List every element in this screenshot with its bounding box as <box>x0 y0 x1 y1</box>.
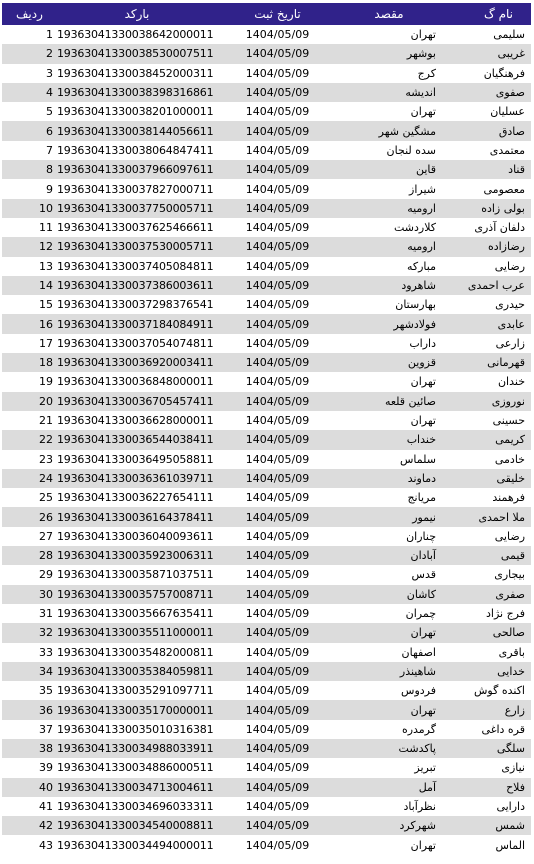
row-index-cell: 4 <box>46 86 53 100</box>
barcode-cell: 19363041330036227654111 <box>57 491 214 505</box>
row-index-cell: 43 <box>39 838 53 852</box>
name-cell: زارع <box>504 703 525 717</box>
table-row[interactable] <box>2 160 531 179</box>
date-cell: 1404/05/09 <box>245 433 310 447</box>
table-row[interactable] <box>2 121 531 140</box>
destination-cell: گرمدره <box>401 722 436 736</box>
name-cell: خندان <box>497 375 525 389</box>
row-index-cell: 30 <box>39 587 53 601</box>
date-cell: 1404/05/09 <box>245 838 310 852</box>
row-index-cell: 36 <box>39 703 53 717</box>
barcode-cell: 19363041330034540008811 <box>57 819 214 833</box>
column-header-barcode[interactable]: بارکد <box>124 7 150 21</box>
table-row[interactable] <box>2 778 531 797</box>
row-index-cell: 33 <box>39 645 53 659</box>
row-index-cell: 12 <box>39 240 53 254</box>
name-cell: نیازی <box>501 761 525 775</box>
row-index-cell: 24 <box>39 471 53 485</box>
column-header-date[interactable]: تاریخ ثبت <box>254 7 301 21</box>
name-cell: رضایی <box>494 259 525 273</box>
date-cell: 1404/05/09 <box>245 414 310 428</box>
date-cell: 1404/05/09 <box>245 510 310 524</box>
table-row[interactable] <box>2 739 531 758</box>
row-index-cell: 39 <box>39 761 53 775</box>
date-cell: 1404/05/09 <box>245 529 310 543</box>
barcode-cell: 19363041330036040093611 <box>57 529 214 543</box>
row-index-cell: 25 <box>39 491 53 505</box>
barcode-cell: 19363041330037827000711 <box>57 182 214 196</box>
name-cell: دلفان آذری <box>474 221 525 235</box>
row-index-cell: 11 <box>39 221 53 235</box>
barcode-cell: 19363041330037405084811 <box>57 259 214 273</box>
header-row <box>2 3 531 25</box>
barcode-cell: 19363041330038064847411 <box>57 143 214 157</box>
name-cell: دارایی <box>496 800 525 814</box>
destination-cell: کلاردشت <box>393 221 436 235</box>
barcode-cell: 19363041330037386003611 <box>57 279 214 292</box>
name-cell: باقری <box>498 645 525 659</box>
barcode-cell: 19363041330036361039711 <box>57 471 214 485</box>
row-index-cell: 8 <box>46 163 53 177</box>
destination-cell: اصفهان <box>401 645 436 659</box>
table-row[interactable] <box>2 816 531 835</box>
destination-cell: چمران <box>405 607 436 621</box>
barcode-cell: 19363041330036705457411 <box>57 394 214 408</box>
name-cell: فرهمند <box>492 491 525 505</box>
name-cell: معتمدی <box>489 143 525 157</box>
column-header-index[interactable]: ردیف <box>16 7 43 21</box>
barcode-cell: 19363041330037530005711 <box>57 240 214 254</box>
row-index-cell: 9 <box>46 182 53 196</box>
name-cell: فرج نژاد <box>485 607 525 621</box>
row-index-cell: 22 <box>39 433 53 447</box>
row-index-cell: 13 <box>39 259 53 273</box>
row-index-cell: 21 <box>39 414 53 428</box>
row-index-cell: 42 <box>39 819 53 833</box>
table-row[interactable] <box>2 720 531 739</box>
date-cell: 1404/05/09 <box>245 86 310 100</box>
barcode-cell: 19363041330038530007511 <box>57 47 214 61</box>
date-cell: 1404/05/09 <box>245 568 310 582</box>
table-row[interactable] <box>2 681 531 700</box>
destination-cell: مشگین شهر <box>378 124 436 138</box>
date-cell: 1404/05/09 <box>245 722 310 736</box>
column-header-destination[interactable]: مقصد <box>374 7 404 21</box>
name-cell: رضازاده <box>487 240 525 254</box>
table-row[interactable] <box>2 295 531 314</box>
date-cell: 1404/05/09 <box>245 201 310 215</box>
destination-cell: قاین <box>415 163 436 177</box>
table-row[interactable] <box>2 64 531 83</box>
date-cell: 1404/05/09 <box>245 336 310 350</box>
destination-cell: سلماس <box>400 452 436 466</box>
name-cell: فلاح <box>506 780 525 794</box>
row-index-cell: 35 <box>39 684 53 698</box>
name-cell: معصومی <box>483 182 525 196</box>
destination-cell: تبریز <box>414 761 436 775</box>
destination-cell: کرج <box>417 66 436 80</box>
barcode-cell: 19363041330034988033911 <box>57 742 214 756</box>
name-cell: سلیمی <box>493 28 525 42</box>
destination-cell: تهران <box>410 626 436 640</box>
table-row[interactable] <box>2 700 531 719</box>
date-cell: 1404/05/09 <box>245 684 310 698</box>
barcode-cell: 19363041330036164378411 <box>57 510 214 524</box>
destination-cell: نیمور <box>412 510 436 524</box>
date-cell: 1404/05/09 <box>245 66 310 80</box>
name-cell: حیدری <box>495 298 525 312</box>
destination-cell: تهران <box>410 375 436 389</box>
table-row[interactable] <box>2 141 531 160</box>
name-cell: کریمی <box>495 433 525 447</box>
row-index-cell: 19 <box>39 375 53 389</box>
date-cell: 1404/05/09 <box>245 645 310 659</box>
table-row[interactable] <box>2 372 531 391</box>
row-index-cell: 17 <box>39 336 53 350</box>
date-cell: 1404/05/09 <box>245 491 310 505</box>
name-cell: رضایی <box>494 529 525 543</box>
barcode-cell: 19363041330035010316381 <box>57 722 214 736</box>
date-cell: 1404/05/09 <box>245 375 310 389</box>
table-row[interactable] <box>2 257 531 276</box>
destination-cell: اندیشه <box>405 86 436 100</box>
row-index-cell: 29 <box>39 568 53 582</box>
name-cell: خلیقی <box>496 471 525 485</box>
destination-cell: نظرآباد <box>403 800 436 814</box>
destination-cell: ارومیه <box>407 240 436 254</box>
barcode-cell: 19363041330035170000011 <box>57 703 214 717</box>
table-row[interactable] <box>2 662 531 681</box>
table-row[interactable] <box>2 488 531 507</box>
destination-cell: خنداب <box>406 433 436 447</box>
name-cell: صفری <box>495 587 525 601</box>
barcode-cell: 19363041330037625466611 <box>57 221 214 235</box>
name-cell: صالحی <box>492 626 525 640</box>
date-cell: 1404/05/09 <box>245 471 310 485</box>
date-cell: 1404/05/09 <box>245 221 310 235</box>
barcode-cell: 19363041330037966097611 <box>57 163 214 177</box>
date-cell: 1404/05/09 <box>245 452 310 466</box>
row-index-cell: 26 <box>39 510 53 524</box>
table-row[interactable] <box>2 276 531 295</box>
destination-cell: کاشان <box>406 587 436 601</box>
destination-cell: ارومیه <box>407 201 436 215</box>
row-index-cell: 10 <box>39 201 53 215</box>
barcode-cell: 19363041330037054074811 <box>57 336 214 350</box>
destination-cell: تهران <box>410 414 436 428</box>
barcode-cell: 19363041330036544038411 <box>57 433 214 447</box>
destination-cell: شاهرود <box>401 279 436 292</box>
name-cell: بیجاری <box>494 568 525 582</box>
date-cell: 1404/05/09 <box>245 800 310 814</box>
table-row[interactable] <box>2 623 531 642</box>
shipment-table-container <box>2 3 531 855</box>
barcode-cell: 19363041330035757008711 <box>57 587 214 601</box>
row-index-cell: 41 <box>39 800 53 814</box>
row-index-cell: 18 <box>39 356 53 370</box>
destination-cell: بهارستان <box>395 298 436 312</box>
table-row[interactable] <box>2 507 531 526</box>
date-cell: 1404/05/09 <box>245 317 310 331</box>
barcode-cell: 19363041330034696033311 <box>57 800 214 814</box>
column-header-name[interactable]: نام گ <box>484 7 513 21</box>
barcode-cell: 19363041330038201000011 <box>57 105 214 119</box>
date-cell: 1404/05/09 <box>245 742 310 756</box>
barcode-cell: 19363041330038452000311 <box>57 66 214 80</box>
table-row[interactable] <box>2 430 531 449</box>
date-cell: 1404/05/09 <box>245 105 310 119</box>
table-row[interactable] <box>2 565 531 584</box>
destination-cell: قدس <box>411 568 436 582</box>
name-cell: غریبی <box>497 47 525 61</box>
date-cell: 1404/05/09 <box>245 47 310 61</box>
destination-cell: پاکدشت <box>398 742 436 756</box>
barcode-cell: 19363041330035482000811 <box>57 645 214 659</box>
date-cell: 1404/05/09 <box>245 356 310 370</box>
row-index-cell: 15 <box>39 298 53 312</box>
destination-cell: بوشهر <box>406 47 436 61</box>
barcode-cell: 19363041330035384059811 <box>57 664 214 678</box>
date-cell: 1404/05/09 <box>245 626 310 640</box>
date-cell: 1404/05/09 <box>245 780 310 794</box>
destination-cell: چناران <box>406 529 436 543</box>
row-index-cell: 3 <box>46 66 53 80</box>
name-cell: اکنده گوش <box>474 684 525 698</box>
table-header <box>2 3 531 25</box>
row-index-cell: 1 <box>46 28 53 42</box>
barcode-cell: 19363041330035667635411 <box>57 607 214 621</box>
table-row[interactable] <box>2 835 531 854</box>
date-cell: 1404/05/09 <box>245 298 310 312</box>
destination-cell: شاهینذر <box>399 664 436 678</box>
table-row[interactable] <box>2 199 531 218</box>
date-cell: 1404/05/09 <box>245 664 310 678</box>
destination-cell: داراب <box>409 336 436 350</box>
destination-cell: شهرکرد <box>399 819 436 833</box>
row-index-cell: 27 <box>39 529 53 543</box>
name-cell: صفوی <box>495 86 525 100</box>
table-row[interactable] <box>2 218 531 237</box>
barcode-cell: 19363041330038642000011 <box>57 28 214 42</box>
name-cell: بولی زاده <box>481 201 525 215</box>
date-cell: 1404/05/09 <box>245 819 310 833</box>
barcode-cell: 19363041330035511000011 <box>57 626 214 640</box>
name-cell: قناد <box>508 163 525 177</box>
date-cell: 1404/05/09 <box>245 703 310 717</box>
barcode-cell: 19363041330036920003411 <box>57 356 214 370</box>
name-cell: قیمی <box>500 549 525 563</box>
table-row[interactable] <box>2 643 531 662</box>
name-cell: قهرمانی <box>487 356 525 370</box>
name-cell: قره داغی <box>481 722 525 736</box>
table-row[interactable] <box>2 102 531 121</box>
date-cell: 1404/05/09 <box>245 394 310 408</box>
destination-cell: آمل <box>418 780 436 794</box>
name-cell: سلگی <box>496 742 525 756</box>
date-cell: 1404/05/09 <box>245 279 310 292</box>
destination-cell: تهران <box>410 105 436 119</box>
table-row[interactable] <box>2 527 531 546</box>
name-cell: زارعی <box>495 336 525 350</box>
barcode-cell: 19363041330037298376541 <box>57 298 214 312</box>
table-row[interactable] <box>2 44 531 63</box>
barcode-cell: 19363041330036848000011 <box>57 375 214 389</box>
destination-cell: شیراز <box>409 182 436 196</box>
name-cell: نوروزی <box>491 394 525 408</box>
table-row[interactable] <box>2 797 531 816</box>
destination-cell: تهران <box>410 703 436 717</box>
barcode-cell: 19363041330036628000011 <box>57 414 214 428</box>
barcode-cell: 19363041330034713004611 <box>57 780 214 794</box>
table-row[interactable] <box>2 604 531 623</box>
table-row[interactable] <box>2 546 531 565</box>
date-cell: 1404/05/09 <box>245 549 310 563</box>
destination-cell: فولادشهر <box>393 317 436 331</box>
table-row[interactable] <box>2 237 531 256</box>
barcode-cell: 19363041330034494000011 <box>57 838 214 852</box>
name-cell: خادمی <box>494 452 525 466</box>
destination-cell: قزوین <box>407 356 436 370</box>
name-cell: فرهنگیان <box>483 66 525 80</box>
barcode-cell: 19363041330038398316861 <box>57 86 214 100</box>
destination-cell: آبادان <box>410 549 436 563</box>
row-index-cell: 14 <box>39 279 53 292</box>
name-cell: شمس <box>495 819 525 833</box>
row-index-cell: 6 <box>46 124 53 138</box>
destination-cell: سده لنجان <box>386 143 436 157</box>
destination-cell: مریانج <box>407 491 436 505</box>
date-cell: 1404/05/09 <box>245 587 310 601</box>
row-index-cell: 28 <box>39 549 53 563</box>
row-index-cell: 23 <box>39 452 53 466</box>
row-index-cell: 38 <box>39 742 53 756</box>
barcode-cell: 19363041330036495058811 <box>57 452 214 466</box>
row-index-cell: 7 <box>46 143 53 157</box>
table-row[interactable] <box>2 469 531 488</box>
row-index-cell: 34 <box>39 664 53 678</box>
name-cell: عسلیان <box>490 105 525 119</box>
table-row[interactable] <box>2 353 531 372</box>
table-row[interactable] <box>2 450 531 469</box>
name-cell: ملا احمدی <box>478 510 525 524</box>
name-cell: حسینی <box>492 414 525 428</box>
name-cell: عابدی <box>497 317 525 331</box>
name-cell: خدایی <box>497 664 525 678</box>
barcode-cell: 19363041330037750005711 <box>57 201 214 215</box>
table-row[interactable] <box>2 179 531 198</box>
date-cell: 1404/05/09 <box>245 607 310 621</box>
table-row[interactable] <box>2 585 531 604</box>
date-cell: 1404/05/09 <box>245 124 310 138</box>
destination-cell: صائین قلعه <box>384 394 436 408</box>
name-cell: عرب احمدی <box>467 279 525 292</box>
destination-cell: تهران <box>410 838 436 852</box>
barcode-cell: 19363041330035871037511 <box>57 568 214 582</box>
row-index-cell: 20 <box>39 394 53 408</box>
destination-cell: تهران <box>410 28 436 42</box>
date-cell: 1404/05/09 <box>245 163 310 177</box>
date-cell: 1404/05/09 <box>245 259 310 273</box>
table-row[interactable] <box>2 411 531 430</box>
date-cell: 1404/05/09 <box>245 28 310 42</box>
date-cell: 1404/05/09 <box>245 761 310 775</box>
name-cell: صادق <box>498 124 525 138</box>
row-index-cell: 5 <box>46 105 53 119</box>
name-cell: الماس <box>495 838 525 852</box>
shipment-table <box>2 3 531 855</box>
destination-cell: مبارکه <box>406 259 436 273</box>
row-index-cell: 2 <box>46 47 53 61</box>
date-cell: 1404/05/09 <box>245 182 310 196</box>
row-index-cell: 32 <box>39 626 53 640</box>
table-row[interactable] <box>2 758 531 777</box>
barcode-cell: 19363041330034886000511 <box>57 761 214 775</box>
barcode-cell: 19363041330035923006311 <box>57 549 214 563</box>
row-index-cell: 40 <box>39 780 53 794</box>
barcode-cell: 19363041330037184084911 <box>57 317 214 331</box>
table-row[interactable] <box>2 83 531 102</box>
barcode-cell: 19363041330038144056611 <box>57 124 214 138</box>
table-body <box>2 25 531 855</box>
row-index-cell: 16 <box>39 317 53 331</box>
destination-cell: فردوس <box>401 684 436 698</box>
row-index-cell: 37 <box>39 722 53 736</box>
table-row[interactable] <box>2 314 531 333</box>
row-index-cell: 31 <box>39 607 53 621</box>
table-row[interactable] <box>2 25 531 44</box>
table-row[interactable] <box>2 392 531 411</box>
destination-cell: دماوند <box>407 471 436 485</box>
date-cell: 1404/05/09 <box>245 143 310 157</box>
barcode-cell: 19363041330035291097711 <box>57 684 214 698</box>
date-cell: 1404/05/09 <box>245 240 310 254</box>
table-row[interactable] <box>2 334 531 353</box>
